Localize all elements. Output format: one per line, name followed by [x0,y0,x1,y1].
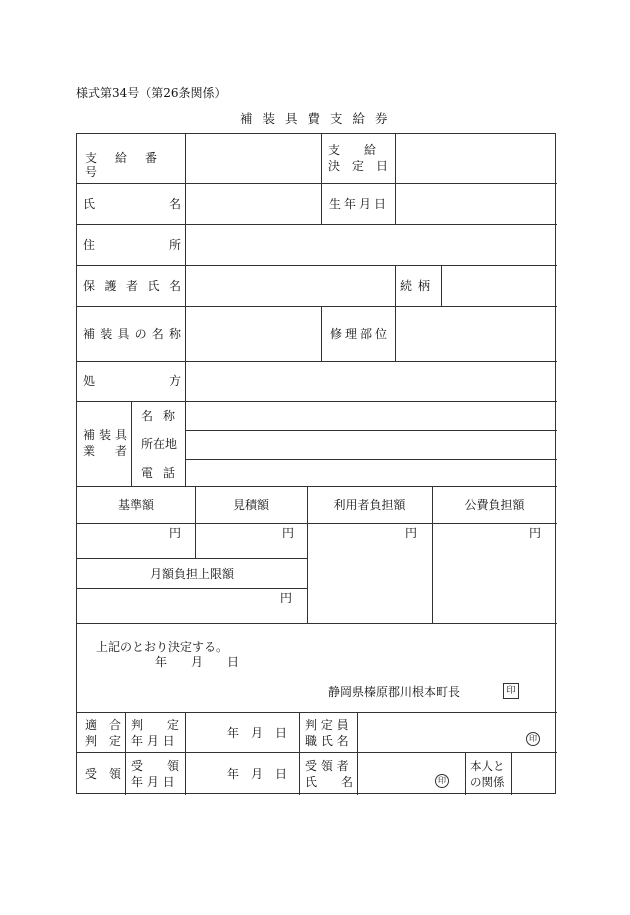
label-relationship: 続柄 [400,279,437,293]
label-birth-date: 生年月日 [329,197,390,211]
label-conformity-2: 判 定 [85,734,122,748]
yen-public: 円 [529,526,542,540]
label-judge-date-1: 判 定 [131,718,180,732]
yen-monthly-cap: 円 [280,591,293,605]
vendor-name-field[interactable] [187,404,553,428]
label-monthly-cap: 月額負担上限額 [149,567,234,581]
yen-user: 円 [405,526,418,540]
judge-seal-icon: 印 [526,732,540,746]
header-public-burden: 公費負担額 [464,498,525,512]
label-receipt-date-1: 受 領 [131,759,180,773]
label-address: 住所 [83,238,181,252]
label-receipt: 受 領 [85,767,122,781]
recipient-seal-icon: 印 [435,774,449,788]
decision-statement: 上記のとおり決定する。 [96,640,229,654]
form-number: 様式第34号（第26条関係） [76,86,227,100]
label-relation-2: の関係 [470,775,505,789]
decision-date-line: 年 月 日 [155,655,240,669]
label-conformity-1: 適 合 [85,718,122,732]
repair-part-field[interactable] [397,311,553,357]
address-field[interactable] [187,229,553,261]
label-recipient-2: 氏 名 [305,775,354,789]
yen-standard: 円 [169,526,182,540]
form-table [76,133,556,794]
label-guardian-name: 保護者氏名 [83,279,181,293]
payment-number-field[interactable] [187,140,319,178]
label-vendor-location: 所在地 [141,437,178,451]
header-user-burden: 利用者負担額 [333,498,406,512]
label-judge-date-2: 年 月 日 [131,734,175,748]
label-vendor-2: 業 者 [83,444,127,458]
label-payment-number: 支給番号 [85,151,176,179]
label-repair-part: 修理部位 [330,327,391,341]
label-receipt-date-2: 年 月 日 [131,775,175,789]
label-decision-date-1: 支 給 [328,143,377,157]
issuer-name: 静岡県榛原郡川根本町長 [328,685,461,699]
label-device-name: 補装具の名称 [83,327,181,341]
header-estimate-amount: 見積額 [232,498,269,512]
issuer-seal-icon: 印 [503,683,519,699]
device-name-field[interactable] [187,311,319,357]
label-relation-1: 本人と [470,759,505,773]
label-decision-date-2: 決 定 日 [328,159,389,173]
label-judge-staff-1: 判 定 員 [305,718,349,732]
form-title: 補装具費支給券 [240,111,398,126]
label-recipient-1: 受 領 者 [305,759,349,773]
vendor-phone-field[interactable] [187,462,553,484]
label-vendor-phone: 電話 [141,466,175,480]
label-judge-staff-2: 職 氏 名 [305,734,349,748]
vendor-location-field[interactable] [187,433,553,457]
relationship-field[interactable] [443,270,553,302]
prescription-field[interactable] [187,365,553,397]
judge-date-value[interactable]: 年 月 日 [227,726,288,740]
yen-estimate: 円 [282,526,295,540]
label-name: 氏名 [83,197,181,211]
decision-date-field[interactable] [397,140,553,178]
name-field[interactable] [187,188,319,220]
birth-date-field[interactable] [397,188,553,220]
header-standard-amount: 基準額 [117,498,154,512]
guardian-name-field[interactable] [187,270,393,302]
label-prescription: 処方 [83,374,181,388]
label-vendor-1: 補装具 [83,428,127,442]
receipt-date-value[interactable]: 年 月 日 [227,767,288,781]
label-vendor-name: 名称 [141,409,175,423]
